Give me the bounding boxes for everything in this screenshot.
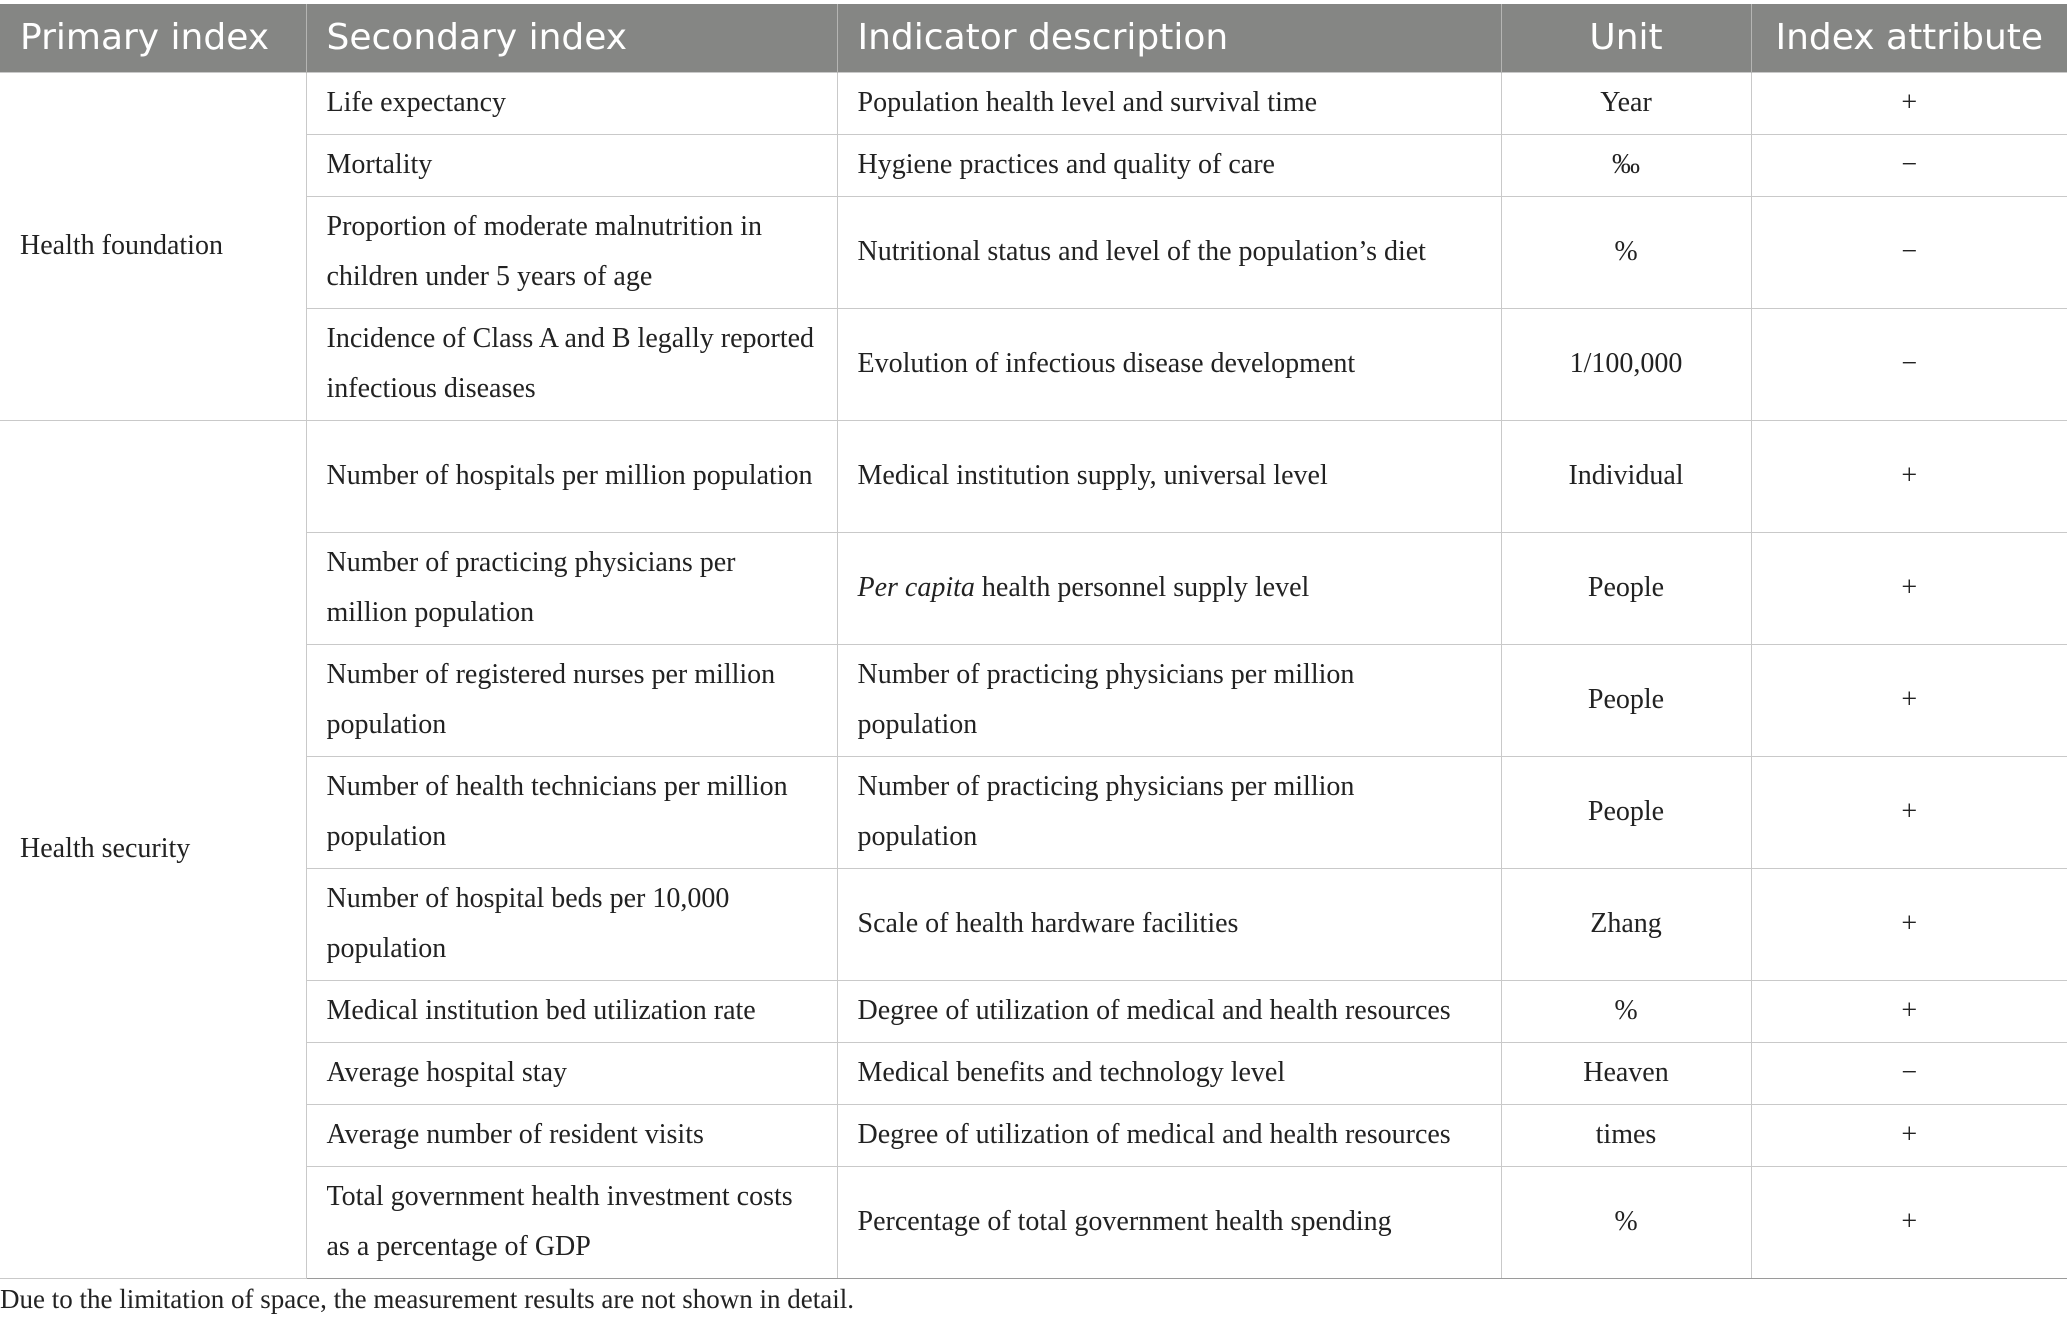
table-row <box>0 72 2067 134</box>
header-secondary-index: Secondary index <box>306 4 837 72</box>
secondary-index-cell: Total government health investment costs as a percentage of GDP <box>306 1166 837 1278</box>
attribute-cell: + <box>1751 756 2067 868</box>
description-cell: Nutritional status and level of the population’s diet <box>837 196 1501 308</box>
table-row <box>0 1166 2067 1278</box>
secondary-index-cell: Average number of resident visits <box>306 1104 837 1166</box>
description-cell: Percentage of total government health spending <box>837 1166 1501 1278</box>
description-cell: Medical benefits and technology level <box>837 1042 1501 1104</box>
attribute-cell: + <box>1751 1104 2067 1166</box>
table-row <box>0 868 2067 980</box>
attribute-cell: − <box>1751 196 2067 308</box>
secondary-index-cell: Medical institution bed utilization rate <box>306 980 837 1042</box>
secondary-index-cell: Number of hospital beds per 10,000 population <box>306 868 837 980</box>
description-italic-text: Per capita <box>857 572 975 603</box>
attribute-cell: + <box>1751 420 2067 532</box>
secondary-index-cell: Number of registered nurses per million population <box>306 644 837 756</box>
attribute-cell: − <box>1751 134 2067 196</box>
secondary-index-cell: Life expectancy <box>306 72 837 134</box>
secondary-index-cell: Number of health technicians per million population <box>306 756 837 868</box>
indicator-table <box>0 4 2067 1279</box>
secondary-index-cell: Incidence of Class A and B legally reported infectious diseases <box>306 308 837 420</box>
unit-cell: ‰ <box>1501 134 1751 196</box>
description-cell: Degree of utilization of medical and health resources <box>837 980 1501 1042</box>
header-indicator-description: Indicator description <box>837 4 1501 72</box>
unit-cell: People <box>1501 532 1751 644</box>
primary-index-cell: Health security <box>0 420 306 1278</box>
description-text: health personnel supply level <box>974 572 1310 603</box>
unit-cell: % <box>1501 196 1751 308</box>
unit-cell: % <box>1501 980 1751 1042</box>
unit-cell: Year <box>1501 72 1751 134</box>
table-row <box>0 644 2067 756</box>
secondary-index-cell: Mortality <box>306 134 837 196</box>
attribute-cell: + <box>1751 644 2067 756</box>
attribute-cell: + <box>1751 532 2067 644</box>
table-row <box>0 980 2067 1042</box>
attribute-cell: + <box>1751 868 2067 980</box>
description-cell: Scale of health hardware facilities <box>837 868 1501 980</box>
unit-cell: Individual <box>1501 420 1751 532</box>
primary-index-cell: Health foundation <box>0 72 306 420</box>
table-row <box>0 308 2067 420</box>
unit-cell: People <box>1501 644 1751 756</box>
description-cell: Population health level and survival time <box>837 72 1501 134</box>
table-footnote: Due to the limitation of space, the measurement results are not shown in detail. <box>0 1284 855 1314</box>
unit-cell: Heaven <box>1501 1042 1751 1104</box>
description-cell: Number of practicing physicians per million population <box>837 756 1501 868</box>
unit-cell: times <box>1501 1104 1751 1166</box>
unit-cell: 1/100,000 <box>1501 308 1751 420</box>
description-cell: Evolution of infectious disease development <box>837 308 1501 420</box>
table-row <box>0 196 2067 308</box>
attribute-cell: + <box>1751 980 2067 1042</box>
description-cell: Medical institution supply, universal level <box>837 420 1501 532</box>
table-row <box>0 532 2067 644</box>
indicator-table-container <box>0 4 2067 1279</box>
table-row <box>0 420 2067 532</box>
table-row <box>0 1104 2067 1166</box>
attribute-cell: − <box>1751 308 2067 420</box>
table-row <box>0 1042 2067 1104</box>
header-primary-index: Primary index <box>0 4 306 72</box>
header-index-attribute: Index attribute <box>1751 4 2067 72</box>
unit-cell: Zhang <box>1501 868 1751 980</box>
attribute-cell: + <box>1751 1166 2067 1278</box>
table-row <box>0 756 2067 868</box>
secondary-index-cell: Proportion of moderate malnutrition in children under 5 years of age <box>306 196 837 308</box>
unit-cell: % <box>1501 1166 1751 1278</box>
description-cell: Number of practicing physicians per million population <box>837 644 1501 756</box>
secondary-index-cell: Number of hospitals per million population <box>306 420 837 532</box>
secondary-index-cell: Average hospital stay <box>306 1042 837 1104</box>
unit-cell: People <box>1501 756 1751 868</box>
table-row <box>0 134 2067 196</box>
secondary-index-cell: Number of practicing physicians per million population <box>306 532 837 644</box>
description-cell <box>837 532 1501 644</box>
description-cell: Hygiene practices and quality of care <box>837 134 1501 196</box>
header-unit: Unit <box>1501 4 1751 72</box>
attribute-cell: − <box>1751 1042 2067 1104</box>
description-cell: Degree of utilization of medical and health resources <box>837 1104 1501 1166</box>
table-header-row <box>0 4 2067 72</box>
attribute-cell: + <box>1751 72 2067 134</box>
